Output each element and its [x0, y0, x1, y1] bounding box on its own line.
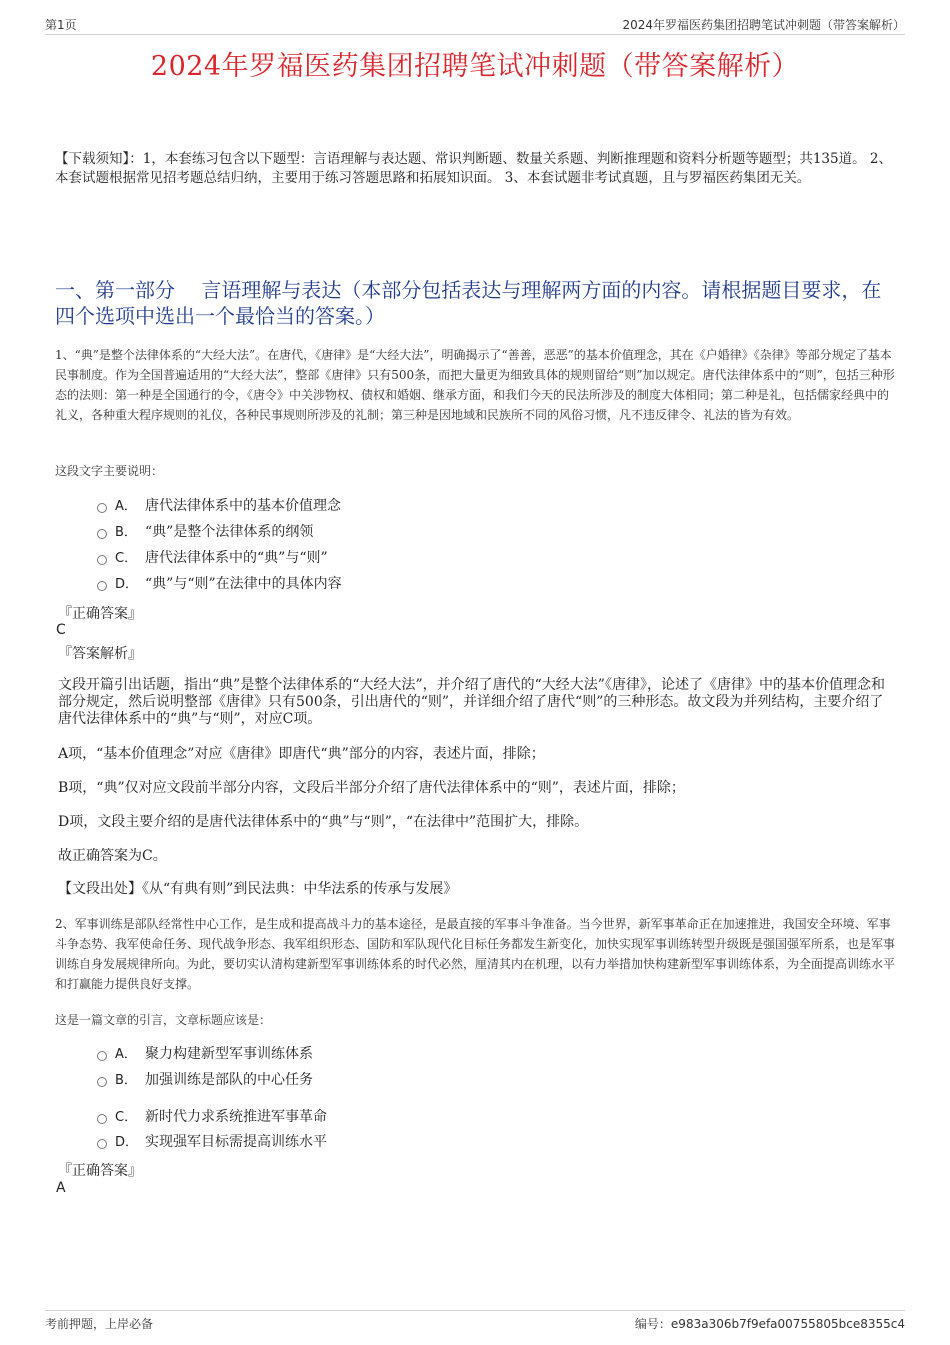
question-2-prompt: 这是一篇文章的引言，文章标题应该是： [55, 1013, 272, 1027]
question-2-answer: A [56, 1180, 66, 1196]
question-1-analysis-label: 『答案解析』 [58, 646, 142, 662]
question-1-option-a[interactable]: A． 唐代法律体系中的基本价值理念 [97, 496, 341, 516]
radio-icon[interactable] [97, 1114, 107, 1124]
question-1-analysis-b: B项，“典”仅对应文段前半部分内容，文段后半部分介绍了唐代法律体系中的“则”，表述片面，排除； [58, 780, 685, 796]
question-1-analysis-d: D项，文段主要介绍的是唐代法律体系中的“典”与“则”，“在法律中”范围扩大，排除。 [58, 814, 589, 830]
download-notice: 【下载须知】：1，本套练习包含以下题型：言语理解与表达题、常识判断题、数量关系题、判断推理题和资料分析题等题型；共135道。 2、本套试题根据常见招考题总结归纳，主要用于练习答题思路和拓展知识面。 3、本套试题非考试真题，且与罗福医药集团无关。 [55, 151, 892, 186]
question-2-answer-label: 『正确答案』 [58, 1163, 142, 1179]
footer-code-value: e983a306b7f9efa00755805bce8355c4 [670, 1317, 905, 1331]
page-header [45, 14, 905, 35]
footer-code [635, 1315, 905, 1332]
radio-icon[interactable] [97, 581, 107, 591]
page-footer [45, 1310, 905, 1335]
radio-icon[interactable] [97, 1051, 107, 1061]
question-1-option-b[interactable]: B． “典”是整个法律体系的纲领 [97, 522, 313, 542]
question-1-option-c[interactable]: C． 唐代法律体系中的“典”与“则” [97, 548, 328, 568]
radio-icon[interactable] [97, 1139, 107, 1149]
radio-icon[interactable] [97, 555, 107, 565]
radio-icon[interactable] [97, 1077, 107, 1087]
radio-icon[interactable] [97, 503, 107, 513]
question-2-option-c[interactable]: C． 新时代力求系统推进军事革命 [97, 1107, 327, 1127]
footer-slogan: 考前押题，上岸必备 [45, 1317, 154, 1331]
radio-icon[interactable] [97, 529, 107, 539]
section-heading: 一、第一部分 言语理解与表达（本部分包括表达与理解两方面的内容。请根据题目要求，在四个选项中选出一个最恰当的答案。） [55, 278, 882, 328]
footer-code-label: 编号： [634, 1317, 671, 1331]
question-1-answer: C [56, 622, 66, 638]
question-1-option-d[interactable]: D． “典”与“则”在法律中的具体内容 [97, 574, 342, 594]
question-1-prompt: 这段文字主要说明： [55, 464, 164, 478]
question-2-option-d[interactable]: D． 实现强军目标需提高训练水平 [97, 1132, 327, 1152]
question-1-source: 【文段出处】《从“有典有则”到民法典：中华法系的传承与发展》 [58, 881, 458, 897]
question-1-analysis-a: A项，“基本价值理念”对应《唐律》即唐代“典”部分的内容，表述片面，排除； [58, 746, 545, 762]
question-1-conclusion: 故正确答案为C。 [58, 848, 167, 864]
question-1-analysis-summary: 文段开篇引出话题，指出“典”是整个法律体系的“大经大法”，并介绍了唐代的“大经大法”《唐律》，论述了《唐律》中的基本价值理念和部分规定，然后说明整部《唐律》只有500条，引出唐代的“则”，并详细介绍了唐代“则”的三种形态。故文段为并列结构，主要介绍了唐代法律体系中的“典”与“则”，对应C项。 [58, 677, 885, 727]
question-2-option-b[interactable]: B． 加强训练是部队的中心任务 [97, 1070, 313, 1090]
question-1-answer-label: 『正确答案』 [58, 606, 142, 622]
question-2-text: 2、军事训练是部队经常性中心工作，是生成和提高战斗力的基本途径，是最直接的军事斗争准备。当今世界，新军事革命正在加速推进，我国安全环境、军事斗争态势、我军使命任务、现代战争形态、我军组织形态、国防和军队现代化目标任务都发生新变化，加快实现军事训练转型升级既是强国强军所系，也是军事训练自身发展规律所向。为此，要切实认清构建新型军事训练体系的时代必然，厘清其内在机理，以有力举措加快构建新型军事训练体系，为全面提高训练水平和打赢能力提供良好支撑。 [55, 917, 896, 991]
header-doc-title: 2024年罗福医药集团招聘笔试冲刺题（带答案解析） [622, 18, 905, 32]
document-title: 2024年罗福医药集团招聘笔试冲刺题（带答案解析） [150, 51, 800, 82]
page-number: 第1页 [45, 18, 77, 32]
question-2-option-a[interactable]: A． 聚力构建新型军事训练体系 [97, 1044, 313, 1064]
question-1-text: 1、“典”是整个法律体系的“大经大法”。在唐代，《唐律》是“大经大法”，明确揭示了“善善，恶恶”的基本价值理念，其在《户婚律》《杂律》等部分规定了基本民事制度。作为全国普遍适用的“大经大法”，整部《唐律》只有500条，而把大量更为细致具体的规则留给“则”加以规定。唐代法律体系中的“则”，包括三种形态的法则：第一种是全国通行的令，《唐令》中关涉物权、债权和婚姻、继承方面，和我们今天的民法所涉及的制度大体相同；第二种是礼，包括儒家经典中的礼义，各种重大程序规则的礼仪，各种民事规则所涉及的礼制；第三种是因地域和民族所不同的风俗习惯，凡不违反律令、礼法的皆为有效。 [55, 348, 895, 422]
